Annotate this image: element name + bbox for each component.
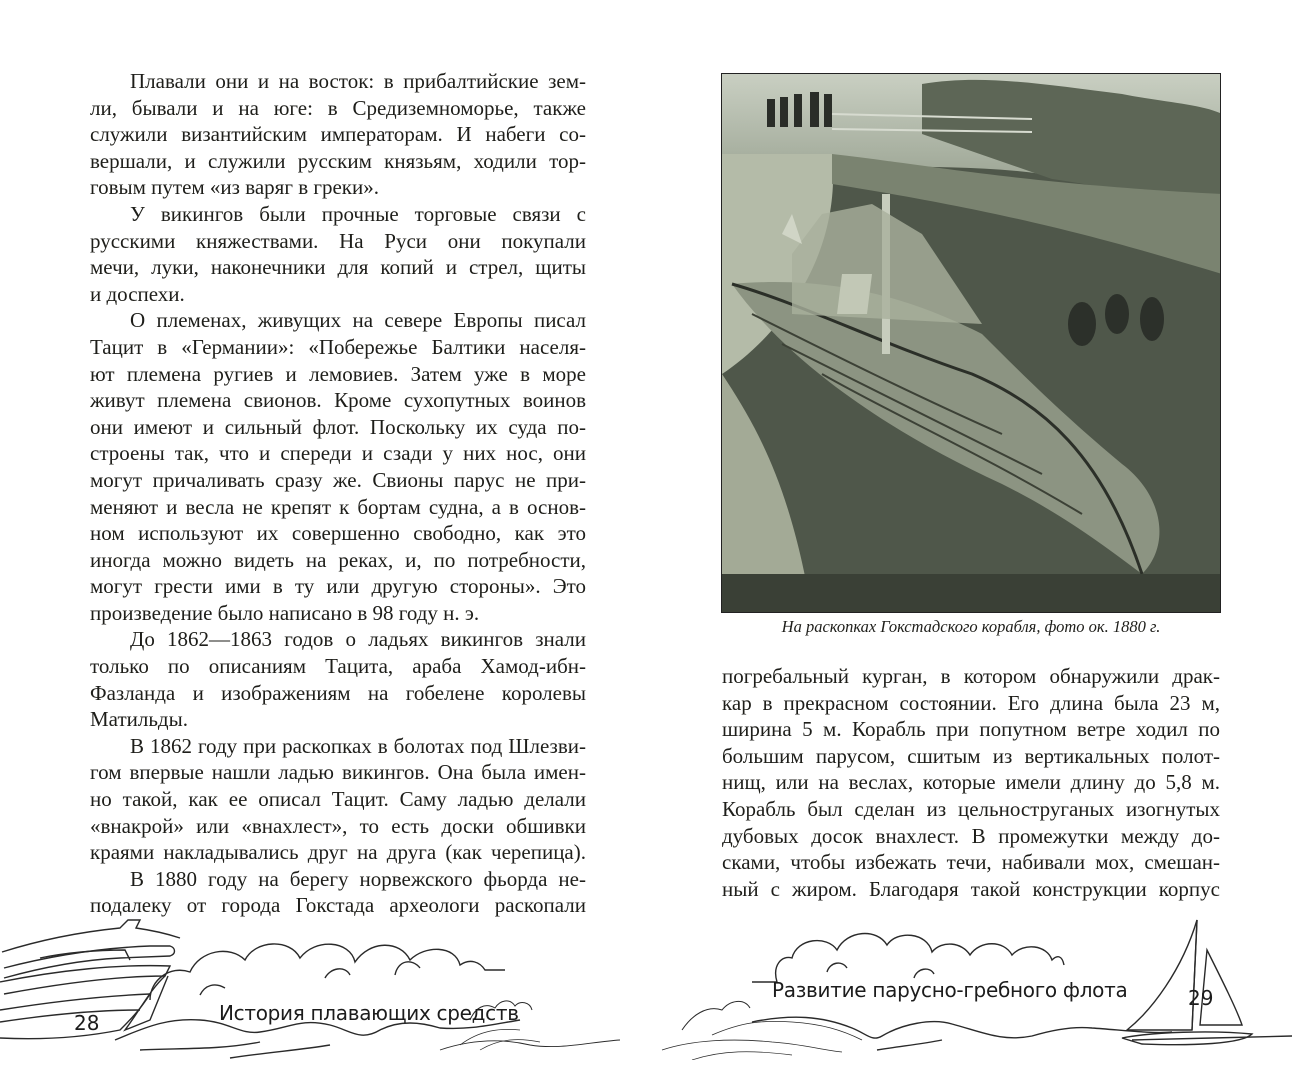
running-title-left: История плавающих средств — [219, 1001, 519, 1025]
text-line: Фазланда и изображениям на гобелене королевы — [90, 680, 586, 705]
text-line: могут грести ими в ту или другую стороны». Это — [90, 574, 586, 599]
text-line: дубовых досок внахлест. В промежутки между до- — [722, 823, 1220, 848]
text-line: гом впервые нашли ладью викингов. Она была имен- — [90, 760, 586, 785]
text-line: У викингов были прочные торговые связи с — [130, 201, 586, 226]
left-page-body-text — [90, 68, 586, 919]
text-line: До 1862—1863 годов о ладьях викингов знали — [130, 627, 586, 652]
text-line: только по описаниям Тацита, араба Хамод-ибн- — [90, 654, 586, 679]
right-page — [652, 0, 1304, 1080]
text-line: ли, бывали и на юге: в Средиземноморье, также — [90, 95, 586, 120]
text-line: ном используют их совершенно свободно, как это — [90, 521, 586, 546]
text-line: иногда можно видеть на реках, и, по потребности, — [90, 547, 586, 572]
text-line: меняют и весла не крепят к бортам судна, а в основ- — [90, 494, 586, 519]
text-line: русскими княжествами. На Руси они покупали — [90, 228, 586, 253]
text-line: погребальный курган, в котором обнаружили драк- — [722, 664, 1220, 688]
text-line: большим парусом, сшитым из вертикальных полот- — [722, 743, 1220, 768]
text-line: Корабль был сделан из цельноструганых изогнутых — [722, 796, 1220, 821]
page-number-right: 29 — [1188, 986, 1214, 1010]
text-line: краями накладывались друг на друга (как черепица). — [90, 840, 586, 865]
text-line: могут причаливать сразу же. Свионы парус не при- — [90, 467, 586, 492]
text-line: В 1862 году при раскопках в болотах под Шлезви- — [130, 733, 586, 758]
text-line: говым путем «из варяг в греки». — [90, 175, 379, 200]
text-line: Плавали они и на восток: в прибалтийские зем- — [130, 69, 586, 93]
ship-illustration-icon — [0, 910, 652, 1060]
right-page-body-text — [722, 663, 1220, 902]
text-line: они имеют и сильный флот. Поскольку их суда по- — [90, 414, 586, 439]
text-line: строены так, что и спереди и сзади у них нос, они — [90, 441, 586, 466]
text-line: живут племена свионов. Кроме сухопутных воинов — [90, 388, 586, 413]
text-line: подалеку от города Гокстада археологи раскопали — [90, 893, 586, 918]
text-line: «внакрой» или «внахлест», то есть доски обшивки — [90, 813, 586, 838]
text-line: В 1880 году на берегу норвежского фьорда не- — [130, 866, 586, 891]
text-line: Тацит в «Германии»: «Побережье Балтики населя- — [90, 334, 586, 359]
text-line: кар в прекрасном состоянии. Его длина была 23 м, — [722, 690, 1220, 715]
running-title-right: Развитие парусно-гребного флота — [772, 978, 1128, 1002]
text-line: мечи, луки, наконечники для копий и стрел, щиты — [90, 255, 586, 280]
text-line: вершали, и служили русским князьям, ходили тор- — [90, 148, 586, 173]
text-line: и доспехи. — [90, 281, 185, 306]
text-line: служили византийским императорам. И набеги со- — [90, 122, 586, 147]
photo-caption: На раскопках Гокстадского корабля, фото ок. 1880 г. — [781, 617, 1161, 636]
text-line: но такой, как ее описал Тацит. Саму ладью делали — [90, 787, 586, 812]
text-line: сками, чтобы избежать течи, набивали мох, смешан- — [722, 850, 1220, 875]
page-number-left: 28 — [74, 1011, 100, 1035]
text-line: произведение было написано в 98 году н. э. — [90, 600, 480, 625]
text-line: нищ, или на веслах, которые имели длину до 5,8 м. — [722, 770, 1220, 795]
text-line: ют племена ругиев и лемовиев. Затем уже в море — [90, 361, 586, 386]
text-line: ный с жиром. Благодаря такой конструкции корпус — [722, 876, 1220, 901]
text-line: ширина 5 м. Корабль при попутном ветре ходил по — [722, 717, 1220, 742]
text-line: О племенах, живущих на севере Европы писал — [130, 308, 586, 333]
gokstad-ship-photo — [721, 73, 1221, 613]
text-line: Матильды. — [90, 707, 188, 732]
